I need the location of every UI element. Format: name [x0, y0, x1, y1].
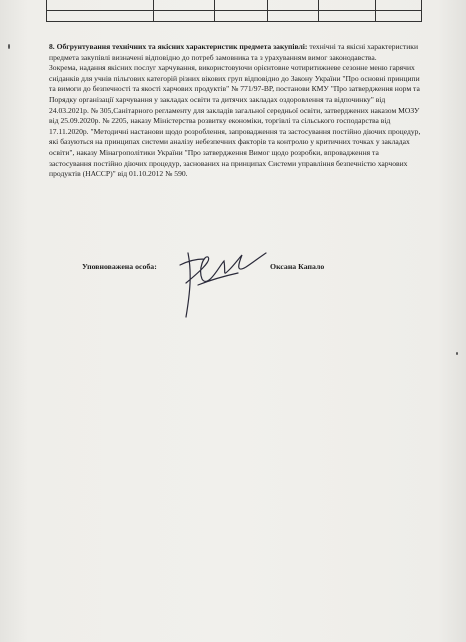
handwritten-signature — [168, 243, 278, 323]
previous-table-fragment — [46, 0, 422, 22]
section-8 — [49, 42, 421, 180]
scan-speck — [8, 44, 10, 49]
table-row — [47, 0, 422, 10]
section-8-heading: 8. Обгрунтування технічних та якісних характеристик предмета закупівлі: — [49, 42, 308, 51]
signature-block — [0, 255, 466, 315]
authorized-person-label: Уповноважена особа: — [82, 262, 157, 271]
scan-speck — [456, 352, 458, 355]
section-8-intro: технічні та якісні характеристики предмета закупівлі визначені відповідно до потреб замовника та з урахуванням вимог законодавства. — [49, 42, 419, 62]
table-row — [47, 10, 422, 21]
section-8-body: Зокрема, надання якісних послуг харчування, використовуючи орієнтовне чотиритижневе сезонне меню гарячих сніданків для учнів пільгових категорій різних вікових груп відповідно до Закону України "Про основні принципи та вимоги до безпечності та якості харчових продуктів" № 771/97-ВР, постанови КМУ "Про затвердження норм та Порядку організації харчування у закладах освіти та дитячих закладах оздоровлення та відпочинку" від 24.03.2021р. № 305,Санітарного регламенту для закладів загальної середньої освіти, затверджених наказом МОЗУ від 25.09.2020р. № 2205, наказу Міністерства розвитку економіки, торгівлі та сільського господарства від 17.11.2020р. "Методичні настанови щодо розроблення, запровадження та застосування постійно діючих процедур, які базуються на принципах системи аналізу небезпечних факторів та контролю у критичних точках у закладах освіти", наказу Мінагрополітики України "Про затвердження Вимог щодо розробки, впровадження та застосування постійно діючих процедур, заснованих на принципах Системи управління безпечністю харчових продуктів (НАССР)" від 01.10.2012 № 590. — [49, 63, 421, 179]
section-8-intro-paragraph — [49, 42, 421, 63]
authorized-person-name: Оксана Капало — [270, 262, 325, 271]
